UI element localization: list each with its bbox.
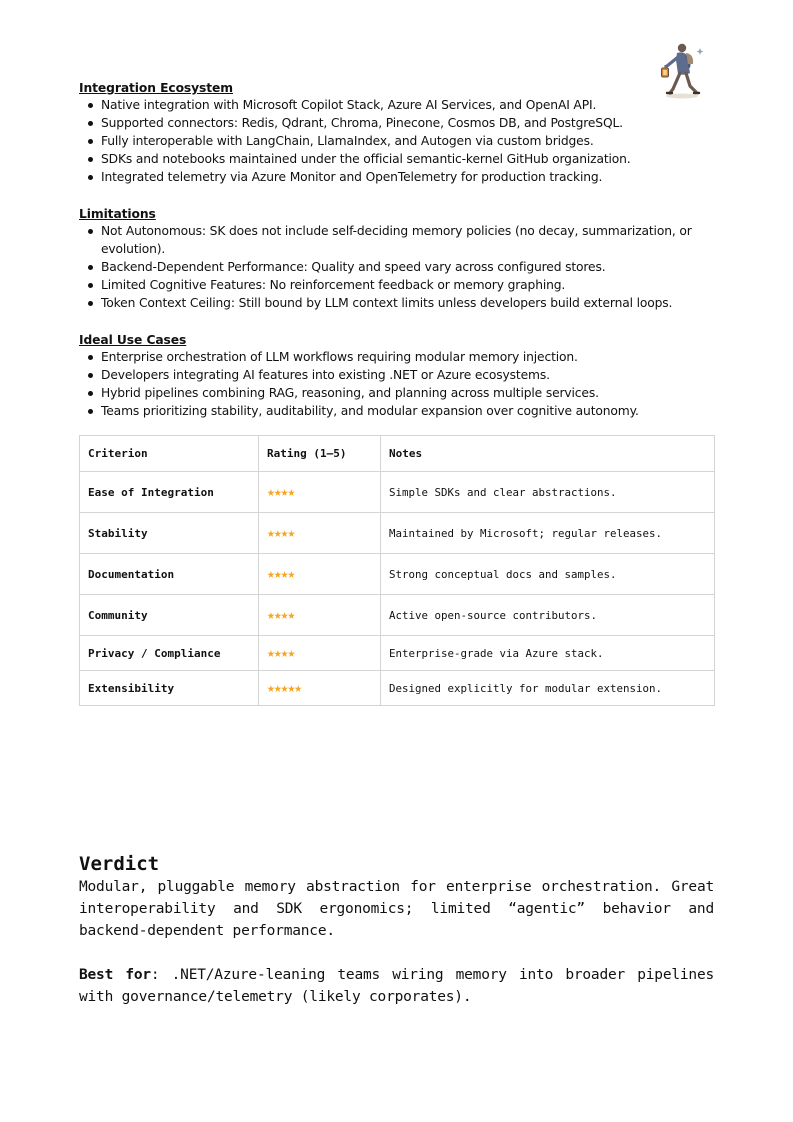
notes-cell: Simple SDKs and clear abstractions.: [381, 472, 715, 513]
column-header-criterion: Criterion: [80, 436, 259, 472]
list-item: Teams prioritizing stability, auditability, and modular expansion over cognitive autonomy.: [79, 402, 719, 420]
list-item: Hybrid pipelines combining RAG, reasoning, and planning across multiple services.: [79, 384, 719, 402]
list-item: Native integration with Microsoft Copilot Stack, Azure AI Services, and OpenAI API.: [79, 96, 719, 114]
star-rating: ★★★★★: [259, 671, 381, 706]
star-rating: ★★★★: [259, 554, 381, 595]
criterion-cell: Ease of Integration: [80, 472, 259, 513]
list-item: SDKs and notebooks maintained under the official semantic-kernel GitHub organization.: [79, 150, 719, 168]
best-for-text: : .NET/Azure-leaning teams wiring memory into broader pipelines with governance/telemetry (likely corporates).: [79, 967, 714, 1005]
notes-cell: Strong conceptual docs and samples.: [381, 554, 715, 595]
section-heading: Ideal Use Cases: [79, 333, 187, 347]
column-header-notes: Notes: [381, 436, 715, 472]
criterion-cell: Community: [80, 595, 259, 636]
table-row: [80, 554, 715, 595]
verdict-section: [79, 852, 714, 1008]
star-rating: ★★★★: [259, 636, 381, 671]
table-row: [80, 472, 715, 513]
verdict-summary: Modular, pluggable memory abstraction for enterprise orchestration. Great interoperability and SDK ergonomics; limited “agentic” behavior and backend-dependent performance.: [79, 879, 714, 939]
table-row: [80, 671, 715, 706]
list-item: Enterprise orchestration of LLM workflows requiring modular memory injection.: [79, 348, 719, 366]
section-heading: Limitations: [79, 207, 156, 221]
table-row: [80, 595, 715, 636]
star-rating: ★★★★: [259, 595, 381, 636]
section-heading: Integration Ecosystem: [79, 81, 234, 95]
criterion-cell: Privacy / Compliance: [80, 636, 259, 671]
list-item: Supported connectors: Redis, Qdrant, Chroma, Pinecone, Cosmos DB, and PostgreSQL.: [79, 114, 719, 132]
integration-ecosystem-section: [79, 80, 719, 186]
star-rating: ★★★★: [259, 513, 381, 554]
list-item: Limited Cognitive Features: No reinforcement feedback or memory graphing.: [79, 276, 719, 294]
best-for-label: Best for: [79, 967, 151, 983]
criterion-cell: Extensibility: [80, 671, 259, 706]
notes-cell: Active open-source contributors.: [381, 595, 715, 636]
criterion-cell: Stability: [80, 513, 259, 554]
list-item: Integrated telemetry via Azure Monitor and OpenTelemetry for production tracking.: [79, 168, 719, 186]
bullet-list: [79, 348, 719, 420]
column-header-rating: Rating (1–5): [259, 436, 381, 472]
criterion-cell: Documentation: [80, 554, 259, 595]
table-row: [80, 636, 715, 671]
best-for-paragraph: [79, 964, 714, 1008]
limitations-section: [79, 206, 719, 312]
list-item: Backend-Dependent Performance: Quality and speed vary across configured stores.: [79, 258, 719, 276]
bullet-list: [79, 222, 719, 312]
bullet-list: [79, 96, 719, 186]
notes-cell: Enterprise-grade via Azure stack.: [381, 636, 715, 671]
table-row: [80, 513, 715, 554]
verdict-heading: Verdict: [79, 853, 160, 875]
list-item: Not Autonomous: SK does not include self-deciding memory policies (no decay, summarization, or evolution).: [79, 222, 719, 258]
star-rating: ★★★★: [259, 472, 381, 513]
notes-cell: Maintained by Microsoft; regular releases.: [381, 513, 715, 554]
table-header-row: [80, 436, 715, 472]
ratings-table: [79, 435, 715, 706]
list-item: Fully interoperable with LangChain, LlamaIndex, and Autogen via custom bridges.: [79, 132, 719, 150]
list-item: Token Context Ceiling: Still bound by LLM context limits unless developers build external loops.: [79, 294, 719, 312]
ideal-use-cases-section: [79, 332, 719, 420]
notes-cell: Designed explicitly for modular extension.: [381, 671, 715, 706]
list-item: Developers integrating AI features into existing .NET or Azure ecosystems.: [79, 366, 719, 384]
